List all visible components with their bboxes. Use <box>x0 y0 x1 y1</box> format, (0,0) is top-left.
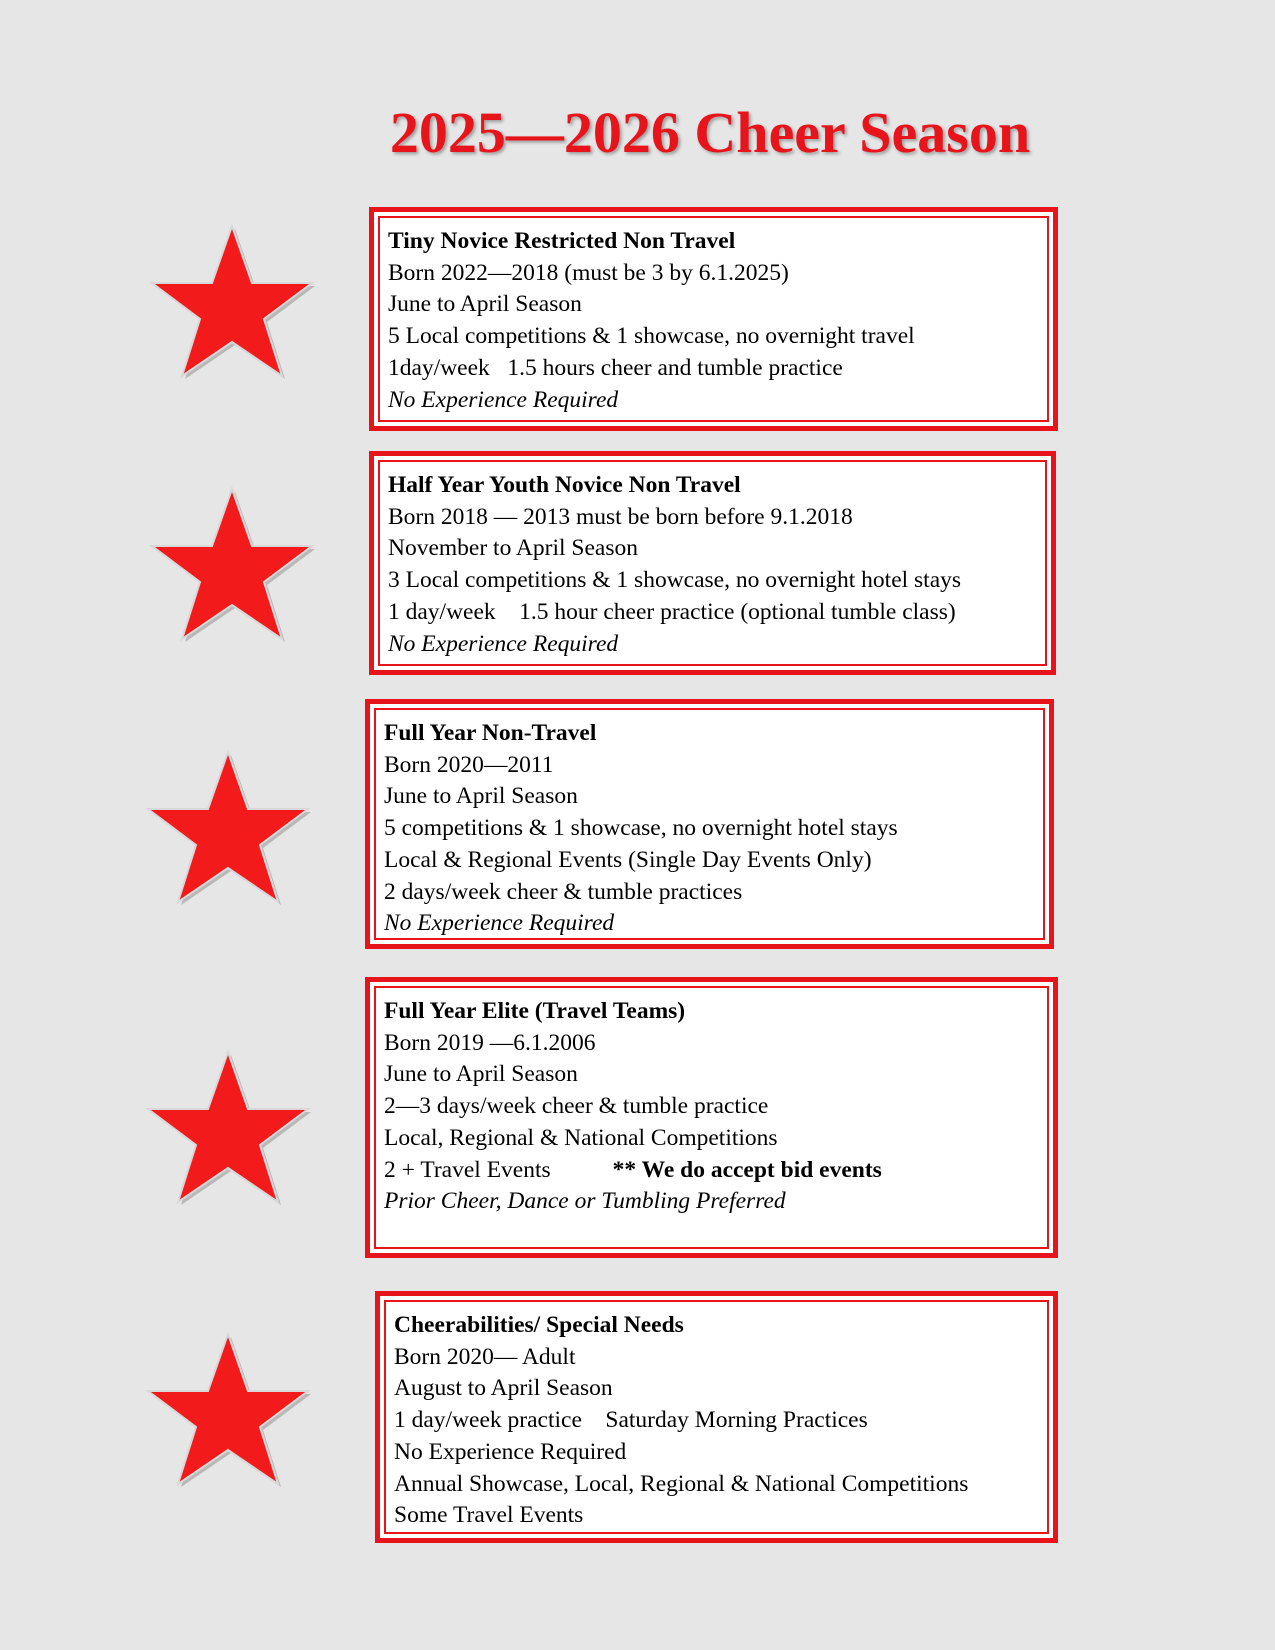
program-detail: 1day/week 1.5 hours cheer and tumble practice <box>388 354 843 381</box>
program-note: No Experience Required <box>388 386 619 413</box>
red-star-icon <box>144 748 312 908</box>
page-title: 2025—2026 Cheer Season <box>389 100 1031 165</box>
program-name: Half Year Youth Novice Non Travel <box>388 472 741 498</box>
program-detail: Local, Regional & National Competitions <box>384 1124 778 1151</box>
program-name: Tiny Novice Restricted Non Travel <box>388 228 736 254</box>
program-detail: Born 2018 — 2013 must be born before 9.1.2018 <box>388 503 853 530</box>
program-detail: 1 day/week practice Saturday Morning Practices <box>394 1407 868 1434</box>
program-name: Cheerabilities/ Special Needs <box>394 1312 684 1338</box>
program-card-full-year-non-travel <box>365 699 1054 949</box>
red-star-icon <box>144 1048 312 1208</box>
program-detail: August to April Season <box>394 1375 613 1402</box>
program-detail: Born 2022—2018 (must be 3 by 6.1.2025) <box>388 259 789 286</box>
program-name: Full Year Non-Travel <box>384 720 597 746</box>
program-detail: June to April Season <box>388 291 582 318</box>
program-detail: 2—3 days/week cheer & tumble practice <box>384 1093 769 1120</box>
program-detail: No Experience Required <box>394 1438 627 1465</box>
travel-events-row <box>384 1155 1047 1187</box>
program-note: No Experience Required <box>384 910 615 937</box>
program-detail: Local & Regional Events (Single Day Events Only) <box>384 846 872 873</box>
program-detail: 2 days/week cheer & tumble practices <box>384 878 743 905</box>
program-card-half-year-youth <box>369 451 1056 675</box>
program-detail: Born 2020—2011 <box>384 751 554 778</box>
program-detail: June to April Season <box>384 1061 578 1088</box>
travel-events-text: 2 + Travel Events <box>384 1156 551 1183</box>
program-detail: Annual Showcase, Local, Regional & National Competitions <box>394 1470 969 1497</box>
program-detail: Born 2020— Adult <box>394 1343 576 1370</box>
bid-events-note: ** We do accept bid events <box>612 1156 882 1183</box>
program-detail: 5 Local competitions & 1 showcase, no overnight travel <box>388 323 915 350</box>
program-detail: November to April Season <box>388 535 638 562</box>
red-star-icon <box>148 222 316 382</box>
red-star-icon <box>148 485 316 645</box>
program-detail: 3 Local competitions & 1 showcase, no overnight hotel stays <box>388 567 962 594</box>
program-card-full-year-elite <box>365 977 1058 1258</box>
program-name: Full Year Elite (Travel Teams) <box>384 998 686 1024</box>
program-card-cheerabilities <box>375 1291 1058 1543</box>
red-star-icon <box>144 1330 312 1490</box>
program-detail: June to April Season <box>384 783 578 810</box>
program-detail: 1 day/week 1.5 hour cheer practice (optional tumble class) <box>388 598 956 625</box>
program-detail: Born 2019 —6.1.2006 <box>384 1029 596 1056</box>
program-detail: Some Travel Events <box>394 1502 584 1529</box>
program-card-tiny-novice <box>369 207 1058 431</box>
program-detail: 5 competitions & 1 showcase, no overnight hotel stays <box>384 815 898 842</box>
program-note: Prior Cheer, Dance or Tumbling Preferred <box>384 1188 786 1215</box>
program-note: No Experience Required <box>388 630 619 657</box>
